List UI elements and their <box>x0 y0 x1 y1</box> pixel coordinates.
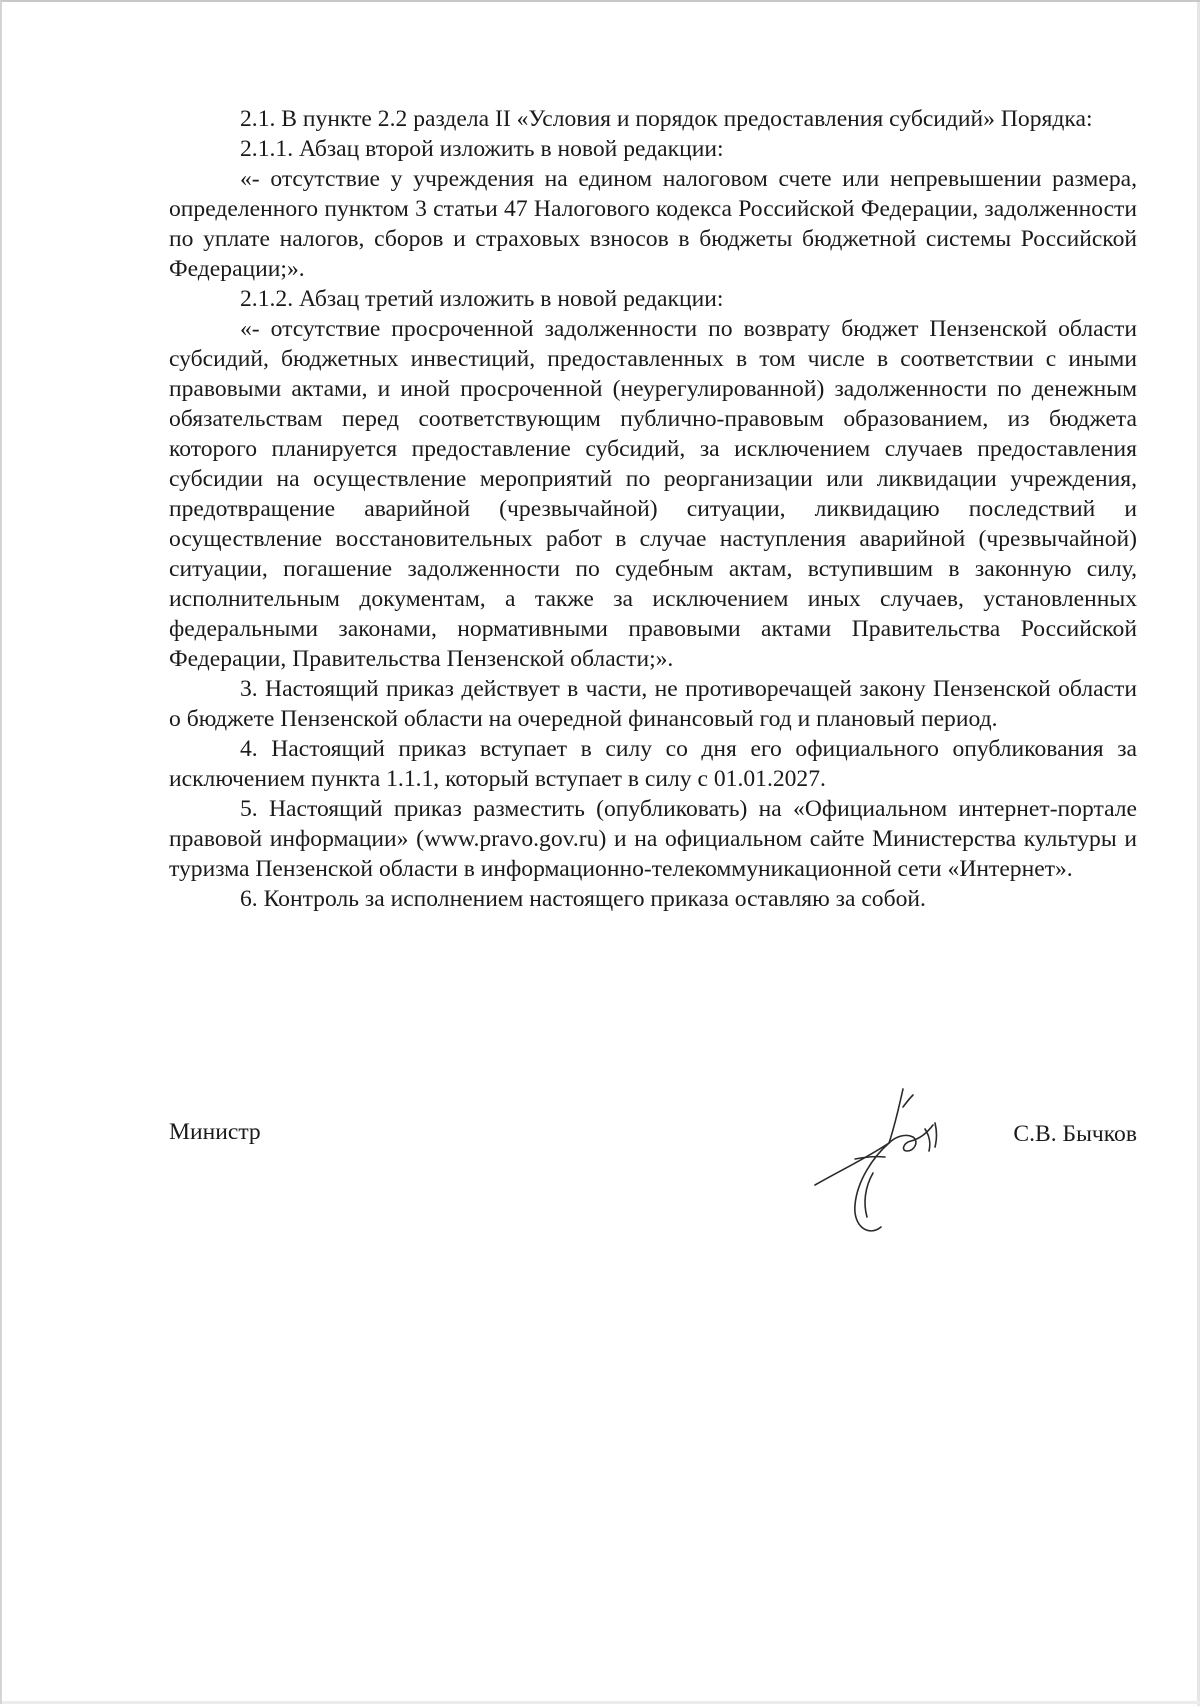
handwritten-signature-icon <box>803 1077 963 1247</box>
signatory-position: Министр <box>169 1119 261 1145</box>
paragraph-3: 3. Настоящий приказ действует в части, не противоречащей закону Пензенской области о бюджете Пензенской области на очередной финансовый год и плановый период. <box>169 676 1137 732</box>
document-body <box>169 104 1137 914</box>
paragraph-2-1-1: 2.1.1. Абзац второй изложить в новой редакции: <box>240 136 724 162</box>
paragraph-6: 6. Контроль за исполнением настоящего приказа оставляю за собой. <box>240 886 926 912</box>
paragraph-4: 4. Настоящий приказ вступает в силу со дня его официального опубликования за исключением пункта 1.1.1, который вступает в силу с 01.01.2027. <box>169 736 1137 792</box>
signature-block <box>169 1117 1137 1237</box>
signatory-name: С.В. Бычков <box>1013 1121 1137 1147</box>
paragraph-2-1: 2.1. В пункте 2.2 раздела II «Условия и порядок предоставления субсидий» Порядка: <box>240 106 1093 132</box>
paragraph-2-1-2: 2.1.2. Абзац третий изложить в новой редакции: <box>240 286 724 312</box>
paragraph-2-1-1-text: «- отсутствие у учреждения на едином налоговом счете или непревышении размера, определенного пунктом 3 статьи 47 Налогового кодекса Российской Федерации, задолженности по уплате налогов, сборов и страховых взносов в бюджеты бюджетной системы Российской Федерации;». <box>169 166 1137 282</box>
paragraph-2-1-2-text: «- отсутствие просроченной задолженности по возврату бюджет Пензенской области субсидий, бюджетных инвестиций, предоставленных в том числе в соответствии с иными правовыми актами, и иной просроченной (неурегулированной) задолженности по денежным обязательствам перед соответствующим публично-правовым образованием, из бюджета которого планируется предоставление субсидий, за исключением случаев предоставления субсидии на осуществление мероприятий по реорганизации или ликвидации учреждения, предотвращение аварийной (чрезвычайной) ситуации, ликвидацию последствий и осуществление восстановительных работ в случае наступления аварийной (чрезвычайной) ситуации, погашение задолженности по судебным актам, вступившим в законную силу, исполнительным документам, а также за исключением иных случаев, установленных федеральными законами, нормативными правовыми актами Правительства Российской Федерации, Правительства Пензенской области;». <box>169 316 1137 672</box>
paragraph-5: 5. Настоящий приказ разместить (опубликовать) на «Официальном интернет-портале правовой информации» (www.pravo.gov.ru) и на официальном сайте Министерства культуры и туризма Пензенской области в информационно-телекоммуникационной сети «Интернет». <box>169 796 1137 882</box>
